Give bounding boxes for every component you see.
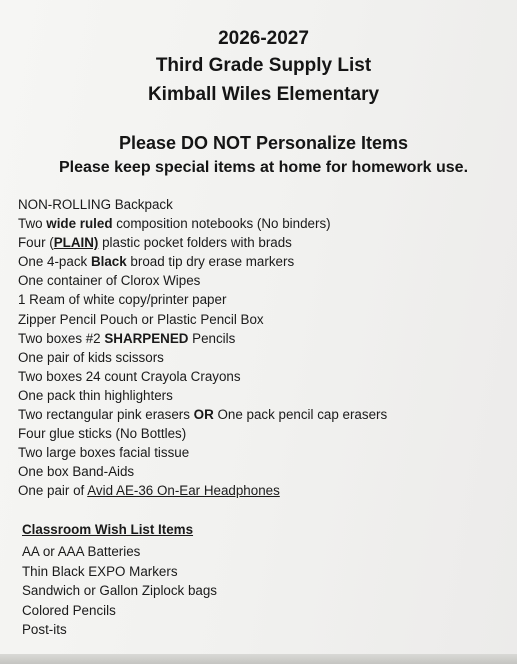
list-item: 1 Ream of white copy/printer paper (18, 292, 227, 308)
list-item: One pair of kids scissors (18, 349, 164, 365)
homework-notice: Please keep special items at home for homework use. (58, 159, 469, 176)
list-item: Two wide ruled composition notebooks (No binders) (18, 216, 331, 232)
wish-item: AA or AAA Batteries (22, 544, 141, 559)
personalize-notice: Please DO NOT Personalize Items (118, 133, 409, 153)
school-year: 2026-2027 (218, 28, 309, 49)
list-item: Two boxes #2 SHARPENED Pencils (18, 330, 236, 346)
list-item: One 4-pack Black broad tip dry erase markers (18, 254, 295, 270)
wish-list-title: Classroom Wish List Items (22, 522, 194, 537)
list-item: Two boxes 24 count Crayola Crayons (18, 368, 241, 384)
list-item: One container of Clorox Wipes (18, 273, 201, 289)
list-item: One pair of Avid AE-36 On-Ear Headphones (18, 483, 280, 499)
wish-item: Thin Black EXPO Markers (22, 563, 178, 579)
list-item: One pack thin highlighters (18, 387, 173, 403)
list-item: NON-ROLLING Backpack (18, 197, 173, 212)
wish-item: Sandwich or Gallon Ziplock bags (22, 583, 218, 599)
supply-list (18, 195, 387, 501)
list-item: Zipper Pencil Pouch or Plastic Pencil Box (18, 311, 264, 327)
list-item: Two large boxes facial tissue (18, 445, 190, 461)
wish-item: Post-its (22, 622, 67, 638)
list-item: One box Band-Aids (18, 464, 135, 480)
school-name: Kimball Wiles Elementary (147, 84, 380, 105)
wish-list (22, 542, 217, 640)
page-bottom-edge (0, 654, 517, 664)
wish-item: Colored Pencils (22, 602, 116, 618)
list-item: Four glue sticks (No Bottles) (18, 426, 187, 442)
list-item: Two rectangular pink erasers OR One pack pencil cap erasers (18, 407, 388, 423)
list-item: Four (PLAIN) plastic pocket folders with brads (18, 235, 292, 251)
list-title: Third Grade Supply List (155, 55, 372, 76)
